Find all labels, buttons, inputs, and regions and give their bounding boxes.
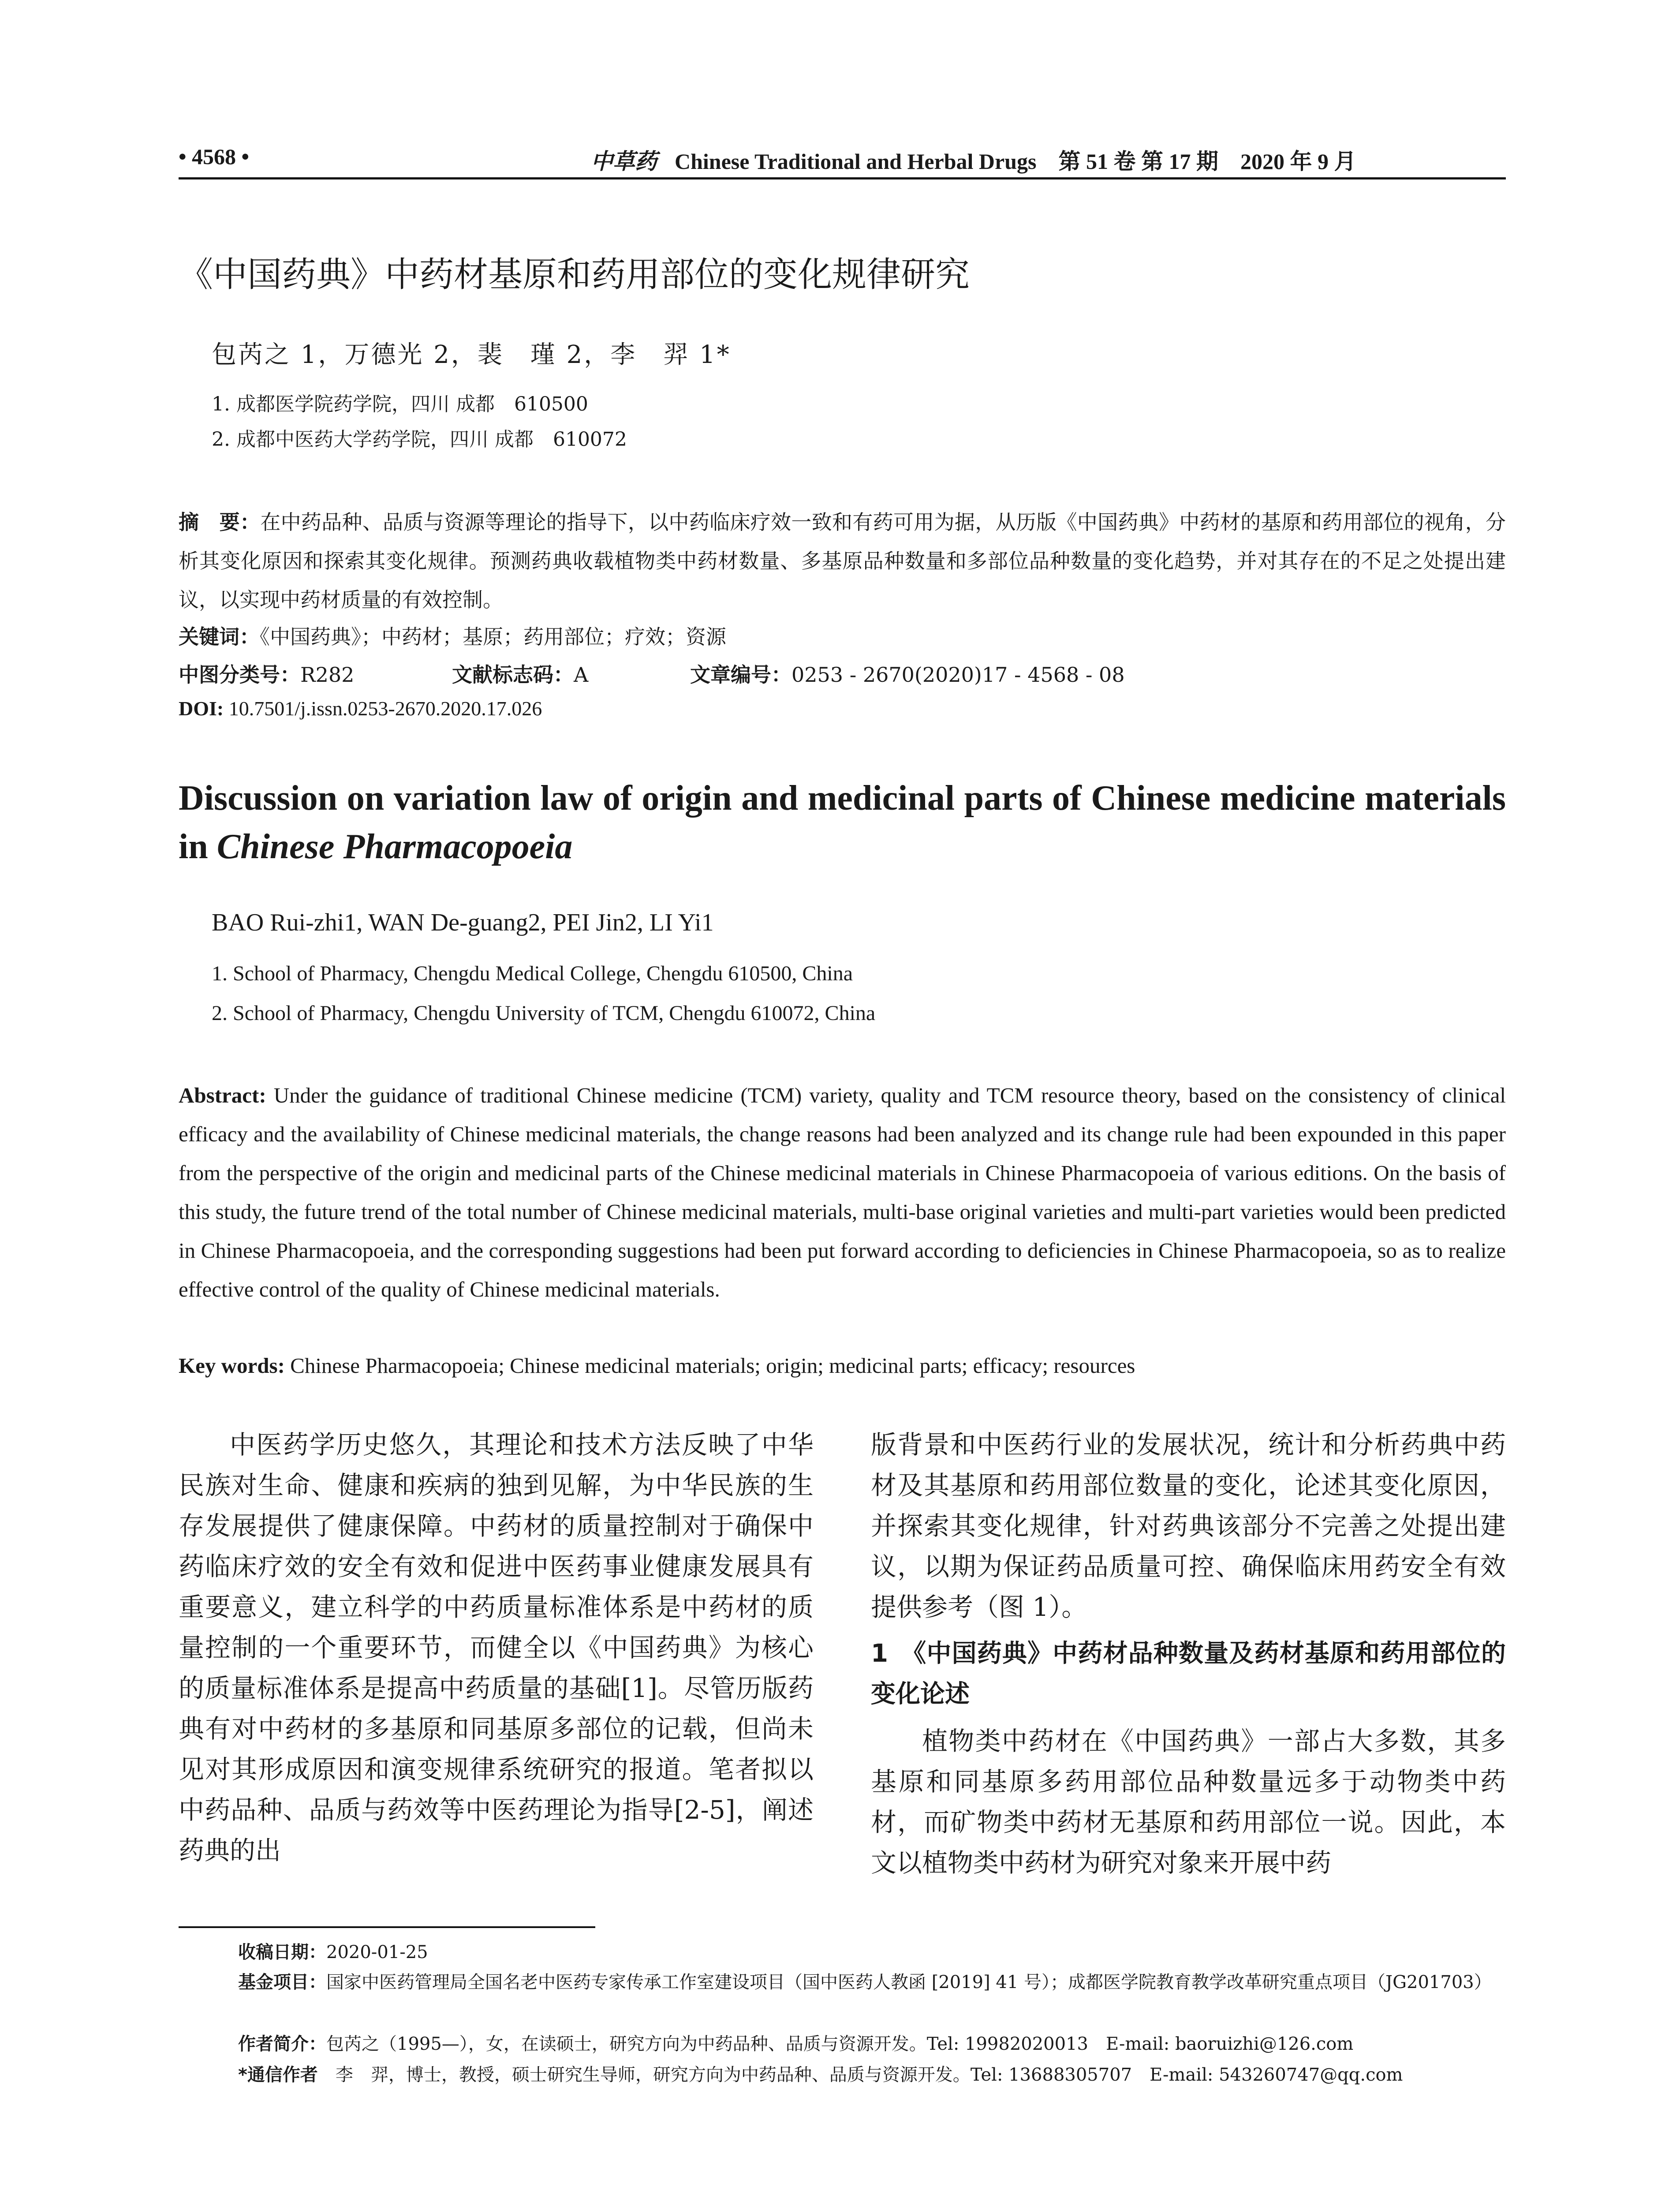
footnote-received xyxy=(238,1938,1506,1966)
en-abstract xyxy=(179,1076,1506,1309)
en-keywords xyxy=(179,1353,1135,1378)
body-right-column xyxy=(871,1424,1506,1883)
received-value: 2020-01-25 xyxy=(326,1942,428,1962)
doi xyxy=(179,697,542,720)
journal-line xyxy=(591,144,1356,176)
doc-code-label: 文献标志码： xyxy=(452,663,574,687)
clc-label: 中图分类号： xyxy=(179,663,300,687)
cn-keywords xyxy=(179,621,726,650)
classification-row xyxy=(179,659,1125,688)
cn-abstract-text: 在中药品种、品质与资源等理论的指导下，以中药临床疗效一致和有药可用为据，从历版《中国药典》中药材的基原和药用部位的视角，分析其变化原因和探索其变化规律。预测药典收载植物类中药材数量、多基原品种数量和多部位品种数量的变化趋势，并对其存在的不足之处提出建议，以实现中药材质量的有效控制。 xyxy=(179,510,1506,612)
body-paragraph-3: 植物类中药材在《中国药典》一部占大多数，其多基原和同基原多药用部位品种数量远多于动物类中药材，而矿物类中药材无基原和药用部位一说。因此，本文以植物类中药材为研究对象来开展中药 xyxy=(871,1726,1506,1878)
journal-logo: 中草药 xyxy=(591,148,657,174)
page-number: • 4568 • xyxy=(179,144,250,169)
footnote-author xyxy=(238,2030,1506,2058)
cn-keywords-label: 关键词： xyxy=(179,625,260,649)
article-no-label: 文章编号： xyxy=(690,663,791,687)
fund-value: 国家中医药管理局全国名老中医药专家传承工作室建设项目（国中医药人教函 [2019] 41 号）；成都医学院教育教学改革研究重点项目（JG201703） xyxy=(326,1972,1492,1992)
en-title xyxy=(179,774,1506,871)
en-keywords-text: Chinese Pharmacopoeia; Chinese medicinal materials; origin; medicinal parts; efficacy; resources xyxy=(284,1353,1135,1378)
en-abstract-text: Under the guidance of traditional Chinese medicine (TCM) variety, quality and TCM resource theory, based on the consistency of clinical efficacy and the availability of Chinese medicinal materials, the change reasons had been analyzed and its change rule had been expounded in this paper from the perspective of the origin and medicinal parts of the Chinese medicinal materials in Chinese Pharmacopoeia of various editions. On the basis of this study, the future trend of the total number of Chinese medicinal materials, multi-base original varieties and multi-part varieties would been predicted in Chinese Pharmacopoeia, and the corresponding suggestions had been put forward according to deficiencies in Chinese Pharmacopoeia, so as to realize effective control of the quality of Chinese medicinal materials. xyxy=(179,1083,1506,1301)
footnote-rule xyxy=(179,1926,595,1928)
footnote-fund xyxy=(238,1968,1506,1996)
cn-abstract-label: 摘 要： xyxy=(179,510,261,534)
doi-label: DOI: xyxy=(179,697,224,720)
author-value: 包芮之（1995—），女，在读硕士，研究方向为中药品种、品质与资源开发。Tel: 19982020013 E-mail: baoruizhi@126.com xyxy=(326,2034,1354,2054)
journal-name-issue: Chinese Traditional and Herbal Drugs 第 51 卷 第 17 期 2020 年 9 月 xyxy=(675,149,1356,174)
body-left-column xyxy=(179,1424,814,1871)
footnote-corresponding xyxy=(238,2061,1506,2089)
en-title-main: Discussion on variation law of origin and medicinal parts of Chinese medicine materials in xyxy=(179,779,1506,866)
corr-label: *通信作者 xyxy=(238,2065,318,2085)
en-title-italic: Chinese Pharmacopoeia xyxy=(217,827,573,866)
doc-code-value: A xyxy=(574,663,589,687)
en-keywords-label: Key words: xyxy=(179,1353,285,1378)
cn-abstract xyxy=(179,503,1506,619)
cn-authors: 包芮之 1，万德光 2，裴 瑾 2，李 羿 1* xyxy=(212,340,731,369)
clc-value: R282 xyxy=(300,663,355,687)
en-abstract-label: Abstract: xyxy=(179,1083,266,1107)
fund-label: 基金项目： xyxy=(238,1972,326,1992)
running-header xyxy=(179,140,1506,180)
section-heading-1: 1 《中国药典》中药材品种数量及药材基原和药用部位的变化论述 xyxy=(871,1639,1506,1708)
received-label: 收稿日期： xyxy=(238,1942,326,1962)
author-label: 作者简介： xyxy=(238,2034,326,2054)
en-affiliation-2: 2. School of Pharmacy, Chengdu University of TCM, Chengdu 610072, China xyxy=(212,1002,876,1025)
corr-value: 李 羿，博士，教授，硕士研究生导师，研究方向为中药品种、品质与资源开发。Tel: 13688305707 E-mail: 543260747@qq.com xyxy=(317,2065,1403,2085)
en-affiliation-1: 1. School of Pharmacy, Chengdu Medical College, Chengdu 610500, China xyxy=(212,962,853,985)
header-rule xyxy=(179,177,1506,179)
doi-value: 10.7501/j.issn.0253-2670.2020.17.026 xyxy=(224,697,542,720)
body-paragraph-2: 版背景和中医药行业的发展状况，统计和分析药典中药材及其基原和药用部位数量的变化，论述其变化原因，并探索其变化规律，针对药典该部分不完善之处提出建议，以期为保证药品质量可控、确保临床用药安全有效提供参考（图 1）。 xyxy=(871,1430,1506,1622)
cn-title: 《中国药典》中药材基原和药用部位的变化规律研究 xyxy=(179,255,970,295)
cn-affiliation-1: 1. 成都医学院药学院，四川 成都 610500 xyxy=(212,393,588,415)
cn-keywords-text: 《中国药典》；中药材；基原；药用部位；疗效；资源 xyxy=(260,625,726,649)
article-no-value: 0253 - 2670(2020)17 - 4568 - 08 xyxy=(791,663,1125,687)
en-authors: BAO Rui-zhi1, WAN De-guang2, PEI Jin2, LI Yi1 xyxy=(212,909,714,936)
body-paragraph-1: 中医药学历史悠久，其理论和技术方法反映了中华民族对生命、健康和疾病的独到见解，为中华民族的生存发展提供了健康保障。中药材的质量控制对于确保中药临床疗效的安全有效和促进中医药事业健康发展具有重要意义，建立科学的中药质量标准体系是中药材的质量控制的一个重要环节，而健全以《中国药典》为核心的质量标准体系是提高中药质量的基础[1]。尽管历版药典有对中药材的多基原和同基原多部位的记载，但尚未见对其形成原因和演变规律系统研究的报道。笔者拟以中药品种、品质与药效等中医药理论为指导[2-5]，阐述药典的出 xyxy=(179,1430,814,1865)
cn-affiliation-2: 2. 成都中医药大学药学院，四川 成都 610072 xyxy=(212,428,627,451)
